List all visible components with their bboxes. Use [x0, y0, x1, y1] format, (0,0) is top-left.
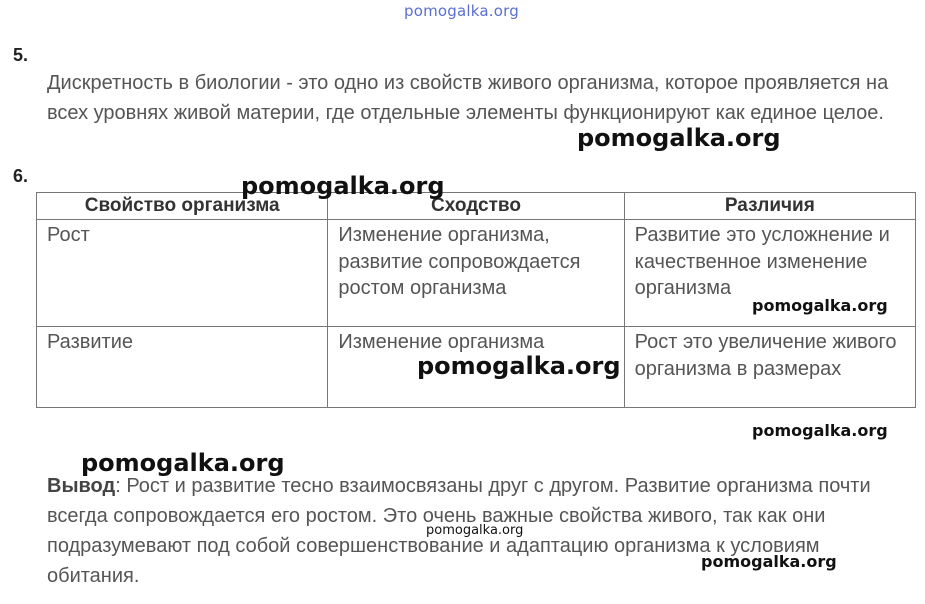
watermark: pomogalka.org: [81, 449, 285, 477]
section-6-number: 6.: [13, 166, 29, 186]
watermark: pomogalka.org: [417, 352, 621, 380]
watermark: pomogalka.org: [241, 172, 445, 200]
watermark: pomogalka.org: [752, 421, 888, 440]
header-similarity: Сходство: [328, 193, 624, 220]
watermark: pomogalka.org: [577, 124, 781, 152]
conclusion-label: Вывод: [47, 475, 116, 497]
conclusion-body: Рост и развитие тесно взаимосвязаны друг с другом. Развитие организма почти всегда сопровождается его ростом. Это очень важные свойства живого, так как они подразумевают под собой совершенствование и адаптацию организма к условиям обитания.: [47, 475, 871, 587]
cell-difference: Развитие это усложнение и качественное изменение организма: [624, 220, 915, 327]
watermark-top: pomogalka.org: [404, 2, 519, 20]
cell-similarity: Изменение организма, развитие сопровождается ростом организма: [328, 220, 624, 327]
header-difference: Различия: [624, 193, 915, 220]
cell-difference: Рост это увеличение живого организма в размерах: [624, 327, 915, 408]
cell-property: Развитие: [37, 327, 328, 408]
cell-property: Рост: [37, 220, 328, 327]
table-header-row: [37, 193, 916, 220]
watermark: pomogalka.org: [701, 552, 837, 571]
conclusion-separator: :: [115, 475, 127, 497]
watermark: pomogalka.org: [752, 296, 888, 315]
watermark: pomogalka.org: [426, 523, 524, 538]
cell-similarity: Изменение организма: [328, 327, 624, 408]
section-5-number: 5.: [13, 45, 29, 65]
header-property: Свойство организма: [37, 193, 328, 220]
section-5-text: Дискретность в биологии - это одно из свойств живого организма, которое проявляется на всех уровнях живой материи, где отдельные элементы функционируют как единое целое.: [47, 72, 889, 124]
